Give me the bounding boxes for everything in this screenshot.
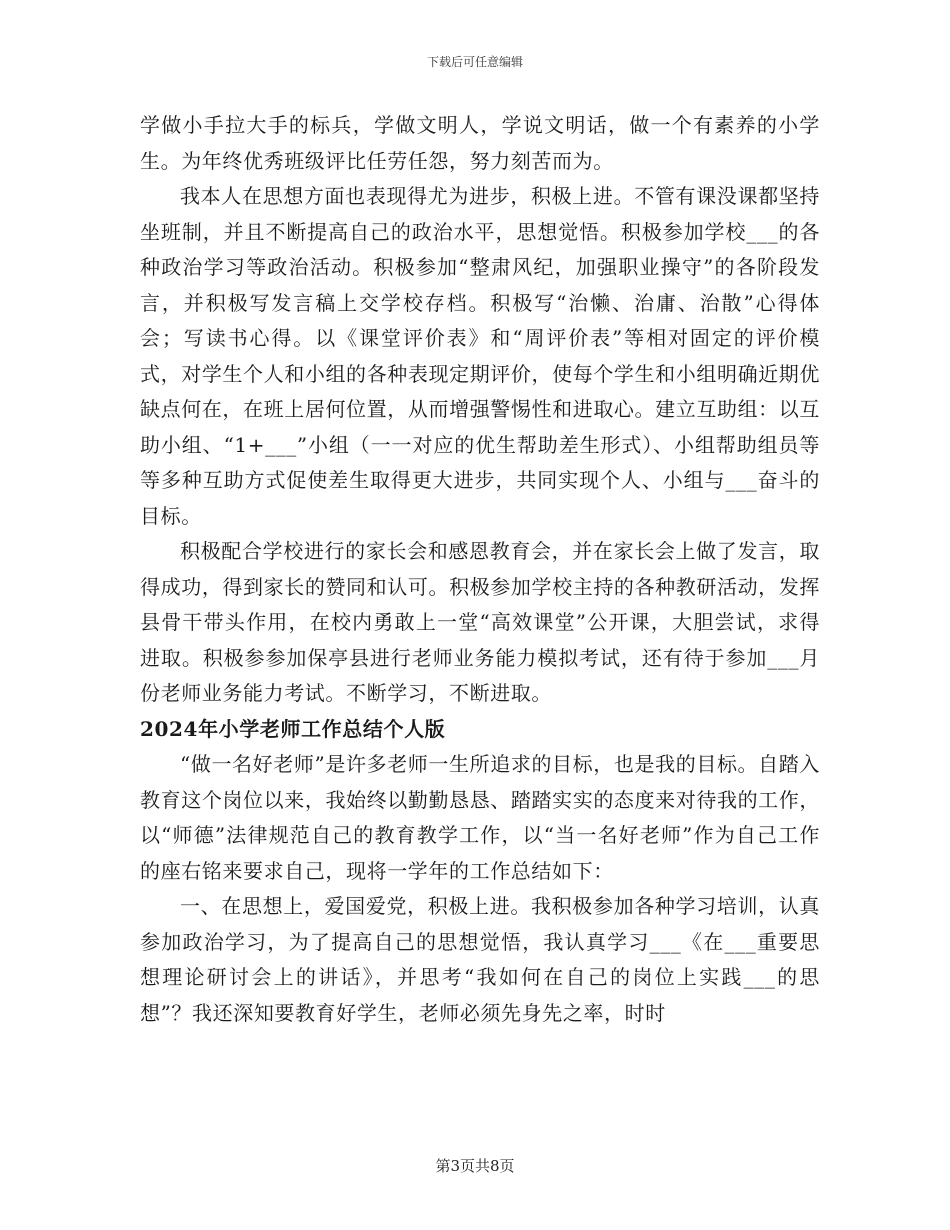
page-header: 下载后可任意编辑	[426, 55, 523, 69]
paragraph-1: 学做小手拉大手的标兵，学做文明人，学说文明话，做一个有素养的小学生。为年终优秀班级评比任劳任怨，努力刻苦而为。	[140, 113, 820, 173]
paragraph-4: “做一名好老师”是许多老师一生所追求的目标，也是我的目标。自踏入教育这个岗位以来，我始终以勤勤恳恳、踏踏实实的态度来对待我的工作，以“师德”法律规范自己的教育教学工作，以“当一名好老师”作为自己工作的座右铭来要求自己，现将一学年的工作总结如下：	[140, 752, 820, 883]
paragraph-2: 我本人在思想方面也表现得尤为进步，积极上进。不管有课没课都坚持坐班制，并且不断提高自己的政治水平，思想觉悟。积极参加学校___的各种政治学习等政治活动。积极参加“整肃风纪，加强职业操守”的各阶段发言，并积极写发言稿上交学校存档。积极写“治懒、治庸、治散”心得体会；写读书心得。以《课堂评价表》和“周评价表”等相对固定的评价模式，对学生个人和小组的各种表现定期评价，使每个学生和小组明确近期优缺点何在，在班上居何位置，从而增强警惕性和进取心。建立互助组：以互助小组、“1+___”小组（一一对应的优生帮助差生形式）、小组帮助组员等等多种互助方式促使差生取得更大进步，共同实现个人、小组与___奋斗的目标。	[140, 184, 820, 528]
page-footer: 第3页共8页	[435, 1157, 515, 1175]
paragraph-5: 一、在思想上，爱国爱党，积极上进。我积极参加各种学习培训，认真参加政治学习，为了提高自己的思想觉悟，我认真学习___《在___重要思想理论研讨会上的讲话》，并思考“我如何在自己的岗位上实践___的思想”？我还深知要教育好学生，老师必须先身先之率，时时	[140, 894, 820, 1025]
section-title: 2024年小学老师工作总结个人版	[140, 716, 446, 741]
document-body	[140, 108, 820, 1031]
paragraph-3: 积极配合学校进行的家长会和感恩教育会，并在家长会上做了发言，取得成功，得到家长的赞同和认可。积极参加学校主持的各种教研活动，发挥县骨干带头作用，在校内勇敢上一堂“高效课堂”公开课，大胆尝试，求得进取。积极参参加保亭县进行老师业务能力模拟考试，还有待于参加___月份老师业务能力考试。不断学习，不断进取。	[140, 539, 820, 705]
